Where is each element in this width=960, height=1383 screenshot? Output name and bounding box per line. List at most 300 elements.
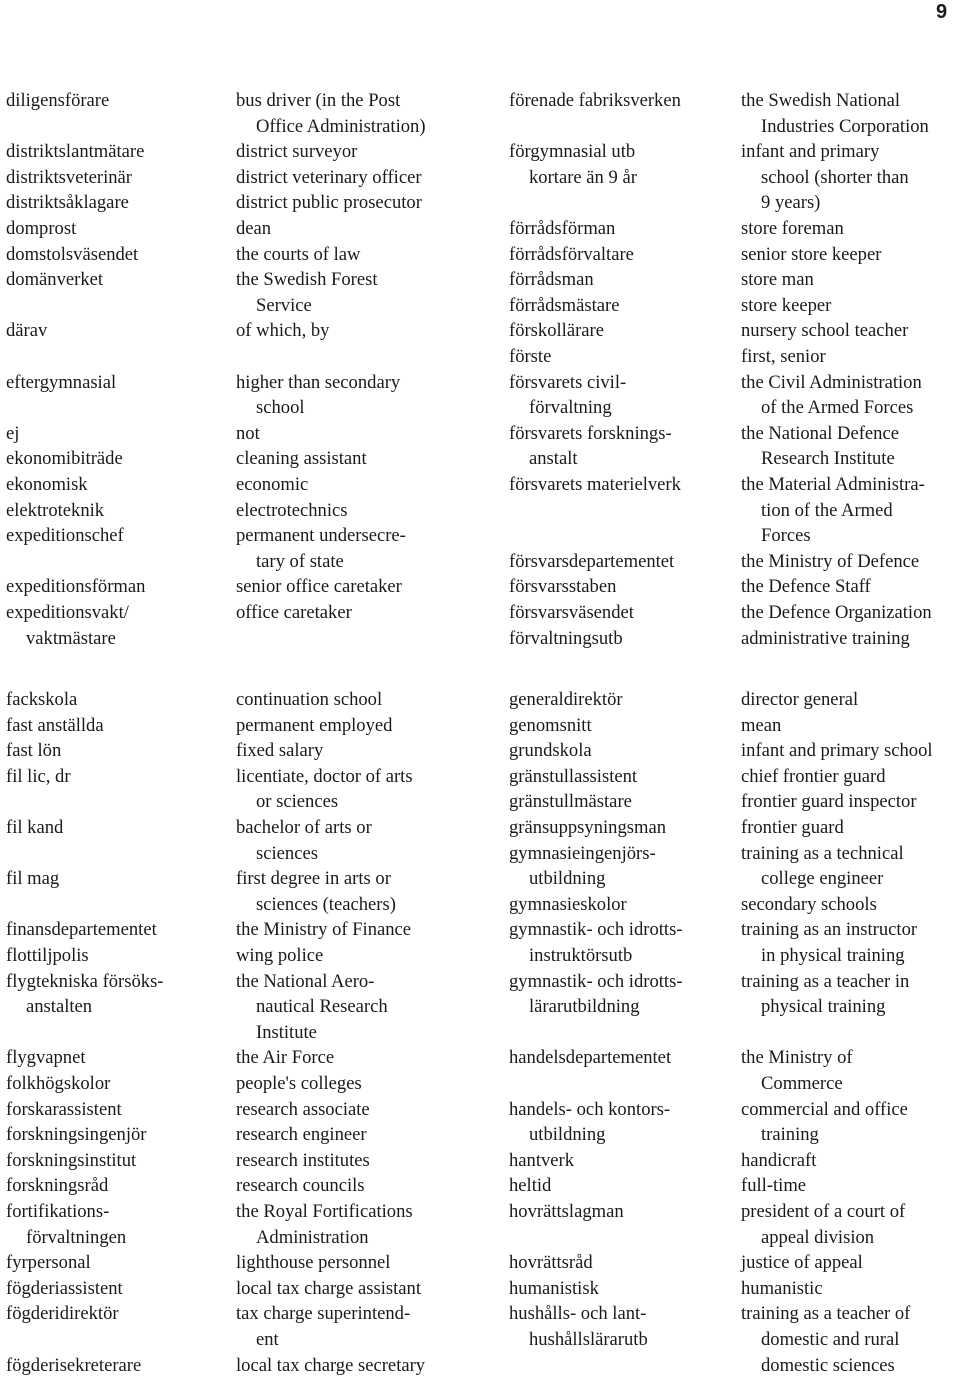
glossary-translation [741, 1276, 823, 1302]
glossary-term [509, 815, 666, 841]
entry-continuation-line: hushållslärarutb [529, 1328, 648, 1350]
glossary-translation [236, 421, 260, 447]
entry-continuation-line: förvaltning [529, 397, 612, 419]
entry-line: fögderisekreterare [6, 1354, 142, 1376]
entry-line: forskningsråd [6, 1175, 109, 1197]
entry-continuation-line: Industries Corporation [761, 115, 929, 137]
glossary-translation [236, 523, 406, 574]
glossary-translation [236, 472, 308, 498]
entry-line: store man [741, 269, 814, 291]
glossary-term [6, 446, 123, 472]
entry-line: first, senior [741, 346, 826, 367]
glossary-term [509, 1045, 671, 1071]
glossary-translation [236, 943, 323, 969]
glossary-term [6, 1353, 141, 1379]
glossary-term [509, 293, 619, 319]
entry-line: continuation school [236, 689, 383, 710]
entry-line: fixed salary [236, 740, 324, 762]
entry-line: gymnastik- och idrotts- [509, 970, 683, 992]
entry-line: förrådsförman [509, 218, 616, 239]
glossary-term [509, 687, 623, 713]
glossary-translation [236, 1122, 367, 1148]
entry-continuation-line: Forces [761, 525, 811, 547]
glossary-term [6, 139, 144, 165]
glossary-translation [741, 549, 919, 575]
entry-line: higher than secondary [236, 371, 401, 393]
glossary-term [6, 1097, 122, 1123]
glossary-translation [741, 789, 917, 815]
glossary-term [509, 139, 637, 190]
entry-line: fil mag [6, 868, 60, 890]
entry-line: förrådsman [509, 269, 594, 291]
glossary-translation [236, 600, 352, 626]
glossary-translation [741, 1301, 910, 1378]
glossary-translation [741, 1045, 853, 1096]
glossary-translation [741, 139, 909, 216]
entry-continuation-line: förvaltningen [26, 1226, 127, 1248]
glossary-translation [741, 1199, 905, 1250]
glossary-translation [741, 841, 904, 892]
glossary-translation [741, 267, 814, 293]
entry-continuation-line: sciences (teachers) [256, 893, 396, 915]
entry-line: humanistisk [509, 1277, 599, 1299]
glossary-translation [236, 1097, 370, 1123]
glossary-term [6, 1199, 126, 1250]
entry-line: fyrpersonal [6, 1252, 91, 1274]
glossary-term [6, 318, 47, 344]
entry-line: distriktsåklagare [6, 192, 129, 214]
entry-line: försvarsväsendet [509, 602, 634, 623]
glossary-term [6, 574, 145, 600]
entry-line: the Defence Organization [741, 602, 932, 623]
glossary-term [509, 267, 594, 293]
entry-line: förskollärare [509, 320, 604, 342]
entry-line: research associate [236, 1098, 370, 1120]
entry-line: senior office caretaker [236, 576, 402, 598]
glossary-term [509, 1148, 574, 1174]
entry-continuation-line: utbildning [529, 1124, 606, 1146]
glossary-translation [236, 917, 411, 943]
entry-line: the Royal Fortifications [236, 1201, 413, 1222]
glossary-translation [236, 738, 323, 764]
entry-line: försvarets civil- [509, 371, 627, 393]
entry-line: the Swedish National [741, 90, 901, 111]
entry-line: gränsuppsyningsman [509, 817, 667, 838]
entry-continuation-line: ent [256, 1328, 279, 1350]
entry-line: director general [741, 689, 859, 710]
entry-line: tax charge superintend- [236, 1303, 411, 1325]
entry-line: gränstullmästare [509, 791, 632, 813]
glossary-translation [236, 764, 413, 815]
glossary-translation [741, 421, 899, 472]
entry-line: generaldirektör [509, 689, 623, 710]
glossary-translation [741, 815, 844, 841]
entry-line: hovrättsråd [509, 1252, 593, 1274]
glossary-term [509, 1276, 599, 1302]
entry-line: the National Defence [741, 422, 899, 444]
glossary-term [509, 318, 604, 344]
glossary-translation [741, 472, 925, 549]
glossary-term [6, 88, 109, 114]
glossary-translation [741, 600, 932, 626]
entry-line: handels- och kontors- [509, 1098, 671, 1120]
glossary-translation [236, 1250, 390, 1276]
entry-continuation-line: anstalten [26, 996, 93, 1018]
glossary-translation [741, 764, 886, 790]
entry-line: district surveyor [236, 141, 358, 163]
glossary-translation [236, 713, 392, 739]
entry-line: förenade fabriksverken [509, 90, 681, 111]
entry-line: humanistic [741, 1277, 823, 1299]
entry-line: fast anställda [6, 714, 104, 736]
entry-line: handelsdepartementet [509, 1047, 672, 1069]
glossary-translation [236, 1173, 365, 1199]
entry-line: fil lic, dr [6, 765, 71, 787]
entry-line: förgymnasial utb [509, 141, 636, 163]
glossary-term [6, 713, 104, 739]
entry-line: nursery school teacher [741, 320, 909, 342]
entry-line: flottiljpolis [6, 945, 89, 966]
glossary-term [509, 1097, 670, 1148]
glossary-term [509, 600, 634, 626]
entry-line: permanent employed [236, 714, 393, 736]
glossary-translation [741, 738, 933, 764]
entry-line: research councils [236, 1175, 365, 1197]
entry-line: förrådsförvaltare [509, 243, 634, 265]
entry-line: försvarets materielverk [509, 474, 681, 495]
entry-line: forskningsingenjör [6, 1124, 147, 1146]
glossary-term [6, 242, 138, 268]
entry-line: hovrättslagman [509, 1201, 624, 1222]
entry-line: infant and primary school [741, 740, 933, 762]
entry-line: local tax charge assistant [236, 1277, 422, 1299]
glossary-translation [741, 969, 909, 1020]
glossary-translation [236, 216, 271, 242]
entry-line: district veterinary officer [236, 166, 422, 188]
entry-line: the Swedish Forest [236, 269, 378, 291]
entry-continuation-line: Service [256, 294, 312, 316]
entry-line: ekonomisk [6, 474, 88, 495]
entry-line: eftergymnasial [6, 371, 117, 393]
entry-continuation-line: anstalt [529, 448, 578, 470]
entry-line: economic [236, 474, 309, 495]
entry-line: frontier guard inspector [741, 791, 917, 813]
entry-line: domänverket [6, 269, 104, 291]
glossary-translation [236, 446, 367, 472]
entry-continuation-line: tion of the Armed [761, 499, 893, 521]
glossary-term [509, 713, 592, 739]
entry-line: förrådsmästare [509, 294, 620, 316]
glossary-translation [236, 1148, 370, 1174]
entry-line: försvarsstaben [509, 576, 617, 598]
entry-line: dean [236, 218, 272, 239]
glossary-term [6, 216, 76, 242]
page-number: 9 [936, 1, 948, 23]
glossary-translation [236, 190, 422, 216]
entry-line: senior store keeper [741, 243, 882, 265]
entry-continuation-line: in physical training [761, 944, 905, 966]
entry-line: local tax charge secretary [236, 1354, 426, 1376]
glossary-term [6, 969, 164, 1020]
glossary-term [6, 917, 157, 943]
glossary-term [6, 1045, 86, 1071]
entry-line: district public prosecutor [236, 192, 422, 214]
entry-line: lighthouse personnel [236, 1252, 391, 1274]
entry-continuation-line: physical training [761, 996, 886, 1018]
entry-line: genomsnitt [509, 714, 592, 736]
entry-line: the Ministry of [741, 1047, 853, 1069]
entry-continuation-line: or sciences [256, 791, 339, 813]
glossary-term [509, 738, 592, 764]
entry-line: diligensförare [6, 90, 110, 111]
entry-line: training as a teacher of [741, 1303, 911, 1325]
glossary-term [509, 344, 551, 370]
glossary-translation [236, 498, 348, 524]
glossary-term [6, 1276, 123, 1302]
glossary-translation [236, 1353, 425, 1379]
entry-line: gymnasieskolor [509, 893, 627, 915]
entry-line: finansdepartementet [6, 919, 157, 941]
glossary-translation [236, 1276, 421, 1302]
glossary-translation [741, 216, 844, 242]
entry-line: gymnastik- och idrotts- [509, 919, 683, 941]
glossary-translation [741, 687, 858, 713]
glossary-term [6, 866, 59, 892]
glossary-term [509, 969, 683, 1020]
entry-line: handicraft [741, 1149, 817, 1171]
glossary-term [6, 165, 132, 191]
entry-line: the National Aero- [236, 970, 375, 992]
entry-continuation-line: training [761, 1124, 819, 1146]
glossary-translation [741, 917, 917, 968]
entry-line: the Civil Administration [741, 371, 922, 393]
entry-line: electrotechnics [236, 499, 348, 521]
entry-line: store foreman [741, 218, 844, 239]
entry-line: fögderiassistent [6, 1277, 123, 1299]
glossary-translation [741, 370, 922, 421]
entry-line: förvaltningsutb [509, 627, 623, 649]
entry-line: full-time [741, 1175, 807, 1197]
entry-line: hushålls- och lant- [509, 1303, 647, 1325]
entry-line: därav [6, 320, 48, 342]
entry-line: infant and primary [741, 141, 880, 163]
glossary-term [509, 1199, 624, 1225]
glossary-translation [236, 815, 372, 866]
entry-line: cleaning assistant [236, 448, 367, 470]
entry-line: förste [509, 346, 552, 367]
entry-line: elektroteknik [6, 499, 105, 521]
entry-line: licentiate, doctor of arts [236, 765, 413, 787]
glossary-translation [741, 344, 826, 370]
glossary-translation [236, 866, 396, 917]
glossary-term [6, 1122, 146, 1148]
entry-line: the Material Administra- [741, 474, 925, 495]
entry-continuation-line: school (shorter than [761, 166, 909, 188]
glossary-term [509, 88, 681, 114]
entry-line: expeditionschef [6, 525, 124, 547]
glossary-translation [741, 318, 908, 344]
entry-line: store keeper [741, 294, 832, 316]
glossary-term [509, 1301, 648, 1352]
entry-continuation-line: Institute [256, 1021, 317, 1043]
entry-line: the courts of law [236, 243, 361, 265]
entry-line: folkhögskolor [6, 1073, 111, 1094]
entry-line: permanent undersecre- [236, 525, 406, 547]
entry-line: forskningsinstitut [6, 1149, 137, 1171]
entry-line: fögderidirektör [6, 1303, 119, 1325]
glossary-term [509, 216, 615, 242]
entry-line: hantverk [509, 1149, 575, 1171]
glossary-term [509, 1173, 551, 1199]
entry-line: justice of appeal [741, 1252, 863, 1274]
glossary-term [509, 242, 634, 268]
glossary-term [6, 523, 124, 549]
glossary-term [509, 789, 632, 815]
entry-line: training as a teacher in [741, 970, 910, 992]
glossary-term [509, 764, 637, 790]
glossary-translation [236, 88, 426, 139]
entry-continuation-line: of the Armed Forces [761, 397, 914, 419]
entry-line: fast lön [6, 740, 62, 762]
entry-line: people's colleges [236, 1073, 362, 1094]
entry-continuation-line: tary of state [256, 550, 344, 572]
entry-line: fortifikations- [6, 1201, 110, 1222]
glossary-translation [741, 1097, 908, 1148]
entry-continuation-line: Administration [256, 1226, 369, 1248]
entry-line: training as an instructor [741, 919, 918, 941]
entry-line: distriktslantmätare [6, 141, 145, 163]
glossary-term [6, 738, 61, 764]
glossary-translation [236, 969, 388, 1046]
glossary-translation [236, 165, 422, 191]
entry-line: office caretaker [236, 602, 352, 623]
entry-line: frontier guard [741, 817, 844, 838]
entry-continuation-line: kortare än 9 år [529, 166, 637, 188]
entry-continuation-line: domestic sciences [761, 1354, 895, 1376]
glossary-translation [236, 574, 402, 600]
entry-line: domprost [6, 218, 77, 239]
glossary-term [6, 472, 88, 498]
glossary-term [6, 421, 19, 447]
entry-line: expeditionsförman [6, 576, 146, 598]
entry-line: the Ministry of Finance [236, 919, 412, 941]
entry-line: mean [741, 714, 782, 736]
entry-continuation-line: vaktmästare [26, 627, 116, 649]
glossary-translation [236, 242, 360, 268]
entry-line: not [236, 422, 260, 444]
glossary-term [6, 815, 63, 841]
entry-line: bachelor of arts or [236, 817, 372, 838]
glossary-term [6, 267, 103, 293]
entry-line: expeditionsvakt/ [6, 602, 129, 623]
entry-line: distriktsveterinär [6, 166, 132, 188]
glossary-term [6, 943, 89, 969]
entry-line: research engineer [236, 1124, 367, 1146]
entry-line: försvarsdepartementet [509, 550, 675, 572]
entry-continuation-line: domestic and rural [761, 1328, 900, 1350]
entry-continuation-line: appeal division [761, 1226, 875, 1248]
glossary-term [6, 498, 104, 524]
glossary-translation [741, 1148, 816, 1174]
glossary-term [509, 549, 674, 575]
glossary-translation [741, 574, 871, 600]
entry-line: ekonomibiträde [6, 448, 123, 470]
entry-line: the Ministry of Defence [741, 550, 920, 572]
glossary-translation [236, 318, 329, 344]
glossary-translation [236, 1199, 413, 1250]
glossary-term [6, 1173, 108, 1199]
entry-continuation-line: instruktörsutb [529, 944, 633, 966]
glossary-translation [741, 892, 877, 918]
entry-line: training as a technical [741, 842, 904, 864]
entry-line: chief frontier guard [741, 765, 886, 787]
entry-line: domstolsväsendet [6, 243, 139, 265]
glossary-term [509, 574, 616, 600]
glossary-translation [741, 293, 831, 319]
entry-continuation-line: college engineer [761, 868, 884, 890]
entry-continuation-line: Office Administration) [256, 115, 426, 137]
glossary-term [509, 370, 626, 421]
glossary-term [6, 1301, 119, 1327]
glossary-translation [741, 626, 910, 652]
entry-line: bus driver (in the Post [236, 90, 401, 111]
entry-continuation-line: 9 years) [761, 192, 821, 214]
entry-line: flygtekniska försöks- [6, 970, 164, 992]
glossary-term [509, 626, 623, 652]
entry-continuation-line: Commerce [761, 1072, 843, 1094]
glossary-translation [741, 1173, 806, 1199]
glossary-translation [236, 1301, 410, 1352]
entry-line: gymnasieingenjörs- [509, 842, 656, 864]
entry-line: ej [6, 422, 20, 444]
entry-continuation-line: school [256, 397, 305, 419]
entry-line: fackskola [6, 689, 78, 710]
entry-line: of which, by [236, 320, 330, 342]
glossary-term [6, 687, 77, 713]
entry-continuation-line: lärarutbildning [529, 996, 640, 1018]
entry-line: administrative training [741, 627, 910, 649]
entry-line: gränstullassistent [509, 765, 638, 787]
entry-line: fil kand [6, 817, 64, 838]
entry-line: commercial and office [741, 1098, 908, 1120]
glossary-term [509, 421, 672, 472]
entry-line: wing police [236, 945, 324, 966]
glossary-term [6, 1148, 136, 1174]
glossary-translation [741, 88, 929, 139]
glossary-translation [236, 687, 382, 713]
entry-line: forskarassistent [6, 1098, 122, 1120]
entry-line: the Air Force [236, 1047, 335, 1069]
entry-continuation-line: sciences [256, 842, 318, 864]
glossary-term [6, 370, 116, 396]
glossary-term [509, 917, 683, 968]
glossary-translation [741, 242, 881, 268]
glossary-term [6, 1071, 110, 1097]
entry-continuation-line: nautical Research [256, 996, 388, 1018]
entry-line: heltid [509, 1175, 552, 1197]
entry-line: flygvapnet [6, 1047, 86, 1069]
entry-line: the Defence Staff [741, 576, 871, 598]
glossary-term [6, 190, 129, 216]
entry-line: first degree in arts or [236, 868, 391, 890]
glossary-term [509, 841, 656, 892]
glossary-translation [236, 139, 357, 165]
entry-line: president of a court of [741, 1201, 906, 1222]
entry-line: secondary schools [741, 893, 877, 915]
glossary-term [509, 472, 681, 498]
glossary-translation [741, 713, 781, 739]
glossary-translation [741, 1250, 863, 1276]
